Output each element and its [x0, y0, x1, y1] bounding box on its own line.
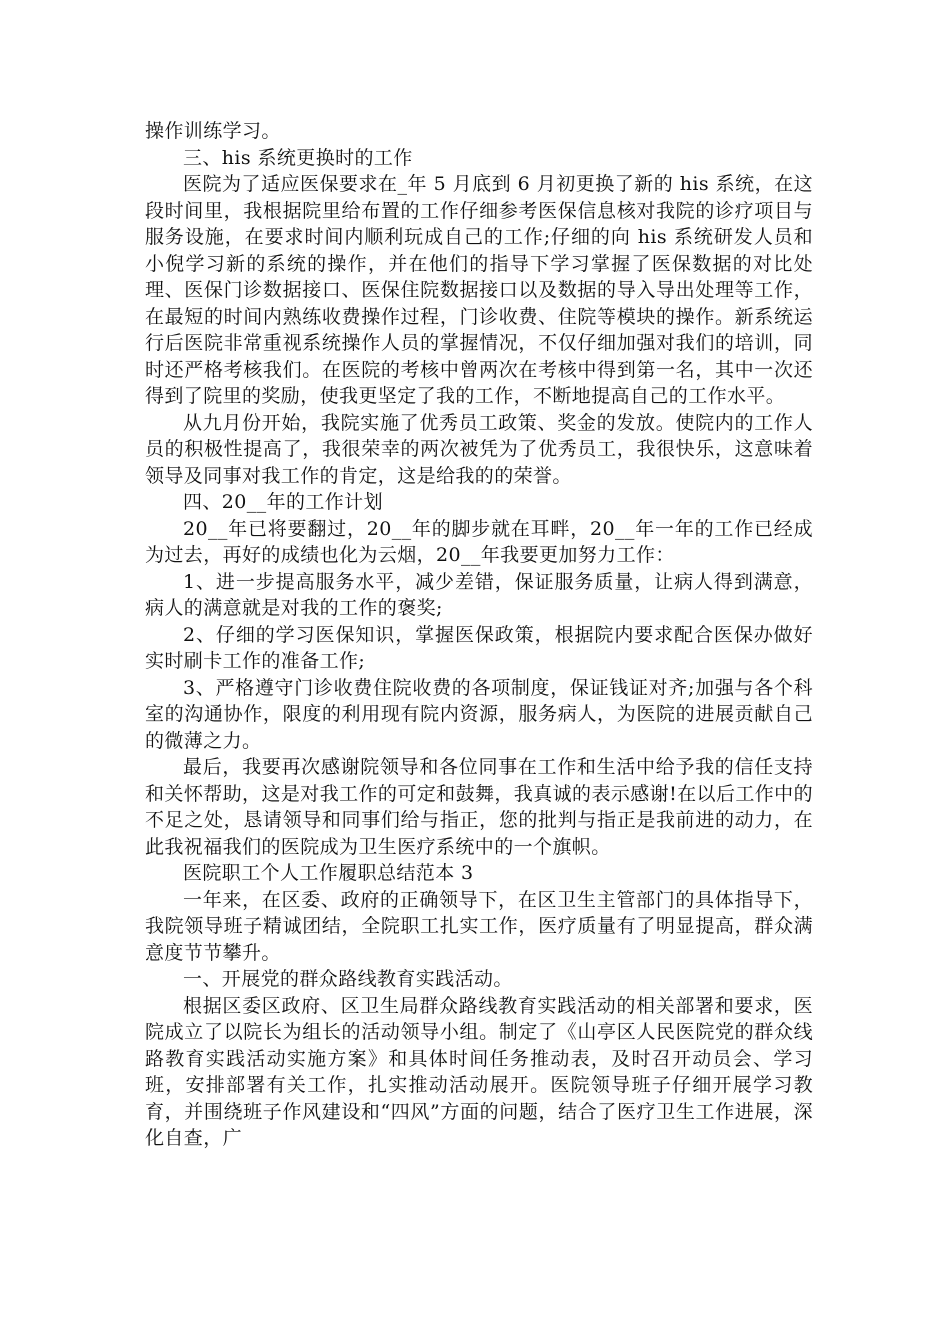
paragraph-1: 操作训练学习。: [145, 120, 281, 142]
section-heading-4: 四、20__年的工作计划: [183, 491, 383, 513]
paragraph-closing-thanks: 最后，我要再次感谢院领导和各位同事在工作和生活中给予我的信任支持和关怀帮助，这是对我工作的可定和鼓舞，我真诚的表示感谢!在以后工作中的不足之处，恳请领导和同事们给与指正，您的批判与指正是我前进的动力，在此我祝福我们的医院成为卫生医疗系统中的一个旗帜。: [145, 756, 813, 858]
plan-item-1: 1、进一步提高服务水平，减少差错，保证服务质量，让病人得到满意，病人的满意就是对我的工作的褒奖;: [145, 570, 813, 619]
document-page: [145, 118, 813, 1152]
plan-item-3: 3、严格遵守门诊收费住院收费的各项制度，保证钱证对齐;加强与各个科室的沟通协作，限度的利用现有院内资源，服务病人，为医院的进展贡献自己的微薄之力。: [145, 676, 813, 752]
paragraph-outstanding-staff: 从九月份开始，我院实施了优秀员工政策、奖金的发放。使院内的工作人员的积极性提高了，我很荣幸的两次被凭为了优秀员工，我很快乐，这意味着领导及同事对我工作的肯定，这是给我的的荣誉。: [145, 411, 813, 487]
paragraph-plan-intro: 20__年已将要翻过，20__年的脚步就在耳畔，20__年一年的工作已经成为过去，再好的成绩也化为云烟，20__年我要更加努力工作：: [145, 517, 813, 566]
document-title-sample-3: 医院职工个人工作履职总结范本 3: [183, 862, 474, 884]
paragraph-year-summary: 一年来，在区委、政府的正确领导下，在区卫生主管部门的具体指导下，我院领导班子精诚团结，全院职工扎实工作，医疗质量有了明显提高，群众满意度节节攀升。: [145, 888, 813, 964]
plan-item-2: 2、仔细的学习医保知识，掌握医保政策，根据院内要求配合医保办做好实时刷卡工作的准备工作;: [145, 623, 813, 672]
paragraph-his-system: 医院为了适应医保要求在_年 5 月底到 6 月初更换了新的 his 系统，在这段时间里，我根据院里给布置的工作仔细参考医保信息核对我院的诊疗项目与服务设施，在要求时间内顺利玩成自己的工作;仔细的向 his 系统研发人员和小倪学习新的系统的操作，并在他们的指导下学习掌握了医保数据的对比处理、医保门诊数据接口、医保住院数据接口以及数据的导入导出处理等工作，在最短的时间内熟练收费操作过程，门诊收费、住院等模块的操作。新系统运行后医院非常重视系统操作人员的掌握情况，不仅仔细加强对我们的培训，同时还严格考核我们。在医院的考核中曾两次在考核中得到第一名，其中一次还得到了院里的奖励，使我更坚定了我的工作，不断地提高自己的工作水平。: [145, 173, 813, 407]
section-heading-1: 一、开展党的群众路线教育实践活动。: [183, 968, 513, 990]
paragraph-party-education: 根据区委区政府、区卫生局群众路线教育实践活动的相关部署和要求，医院成立了以院长为组长的活动领导小组。制定了《山亭区人民医院党的群众线路教育实践活动实施方案》和具体时间任务推动表，及时召开动员会、学习班，安排部署有关工作，扎实推动活动展开。医院领导班子仔细开展学习教育，并围绕班子作风建设和“四风”方面的问题，结合了医疗卫生工作进展，深化自查，广: [145, 994, 813, 1149]
section-heading-3: 三、his 系统更换时的工作: [183, 146, 413, 169]
